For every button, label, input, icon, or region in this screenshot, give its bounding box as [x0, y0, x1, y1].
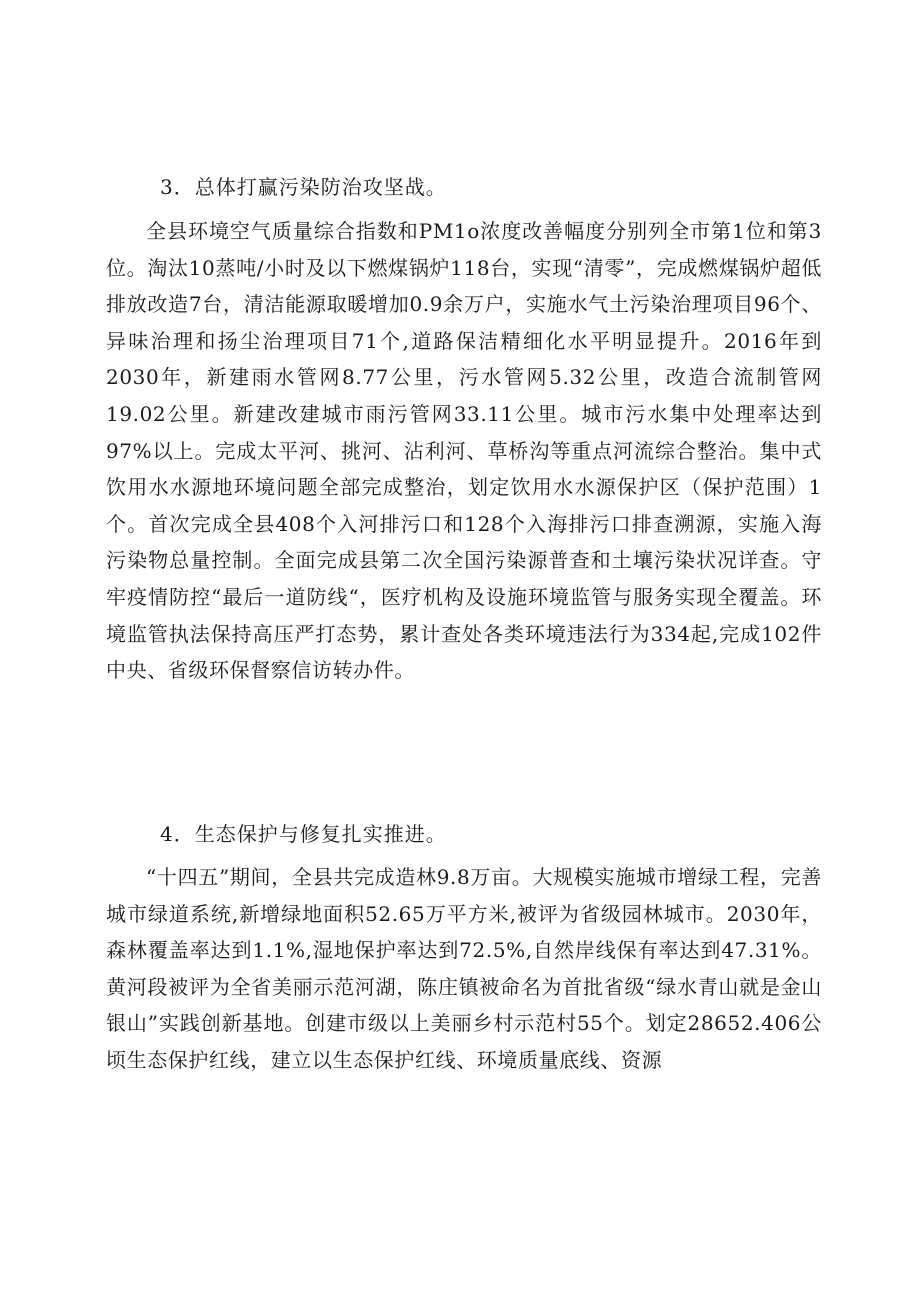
section-4-paragraph: “十四五”期间，全县共完成造林9.8万亩。大规模实施城市增绿工程，完善城市绿道系统,新增绿地面积52.65万平方米,被评为省级园林城市。2030年，森林覆盖率达到1.1%,湿地保护率达到72.5%,自然岸线保有率达到47.31%。黄河段被评为全省美丽示范河湖，陈庄镇被命名为首批省级“绿水青山就是金山银山”实践创新基地。创建市级以上美丽乡村示范村55个。划定28652.406公顷生态保护红线，建立以生态保护红线、环境质量底线、资源	[106, 865, 822, 1072]
section-3-paragraph: 全县环境空气质量综合指数和PM1o浓度改善幅度分别列全市第1位和第3位。淘汰10蒸吨/小时及以下燃煤锅炉118台，实现“清零”，完成燃煤锅炉超低排放改造7台，清洁能源取暖增加0.9余万户，实施水气土污染治理项目96个、异味治理和扬尘治理项目71个,道路保洁精细化水平明显提升。2016年到2030年，新建雨水管网8.77公里，污水管网5.32公里，改造合流制管网19.02公里。新建改建城市雨污管网33.11公里。城市污水集中处理率达到97%以上。完成太平河、挑河、沾利河、草桥沟等重点河流综合整治。集中式饮用水水源地环境问题全部完成整治，划定饮用水水源保护区（保护范围）1个。首次完成全县408个入河排污口和128个入海排污口排查溯源，实施入海污染物总量控制。全面完成县第二次全国污染源普查和土壤污染状况详查。守牢疫情防控“最后一道防线“，医疗机构及设施环境监管与服务实现全覆盖。环境监管执法保持高压严打态势，累计查处各类环境违法行为334起,完成102件中央、省级环保督察信访转办件。	[106, 219, 822, 683]
section-4-heading: 4．生态保护与修复扎实推进。	[160, 822, 447, 846]
section-3-heading: 3．总体打赢污染防治攻坚战。	[160, 175, 447, 199]
